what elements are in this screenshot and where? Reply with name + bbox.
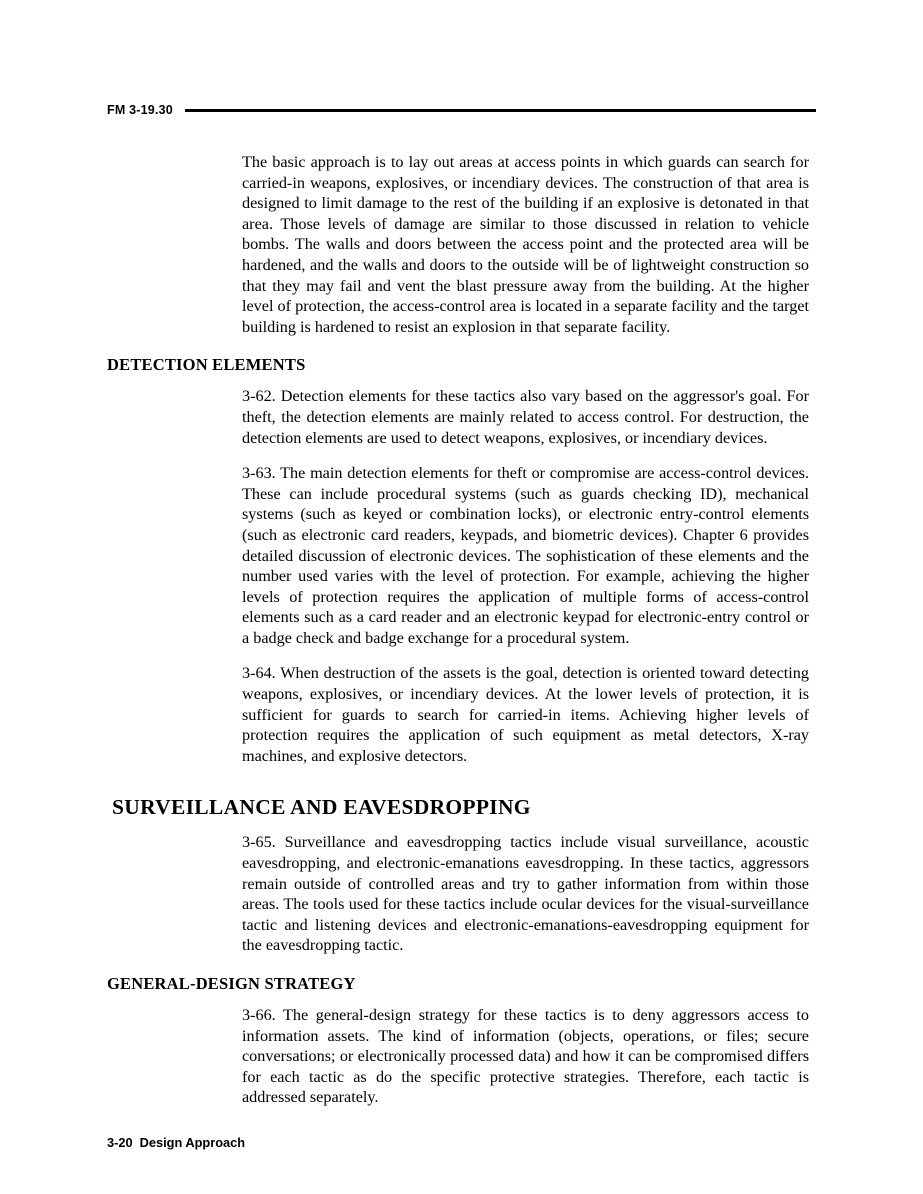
manual-id-label: FM 3-19.30 bbox=[107, 103, 173, 117]
page-footer bbox=[107, 1135, 245, 1150]
paragraph-3-62: 3-62. Detection elements for these tactics also vary based on the aggressor's goal. For theft, the detection elements are mainly related to access control. For destruction, the detection elements are used to detect weapons, explosives, or incendiary devices. bbox=[242, 387, 809, 447]
page-content bbox=[107, 152, 809, 1123]
paragraph-3-63: 3-63. The main detection elements for theft or compromise are access-control devices. These can include procedural systems (such as guards checking ID), mechanical systems (such as keyed or combination locks), or electronic entry-control elements (such as electronic card readers, keypads, and biometric devices). Chapter 6 provides detailed discussion of electronic devices. The sophistication of these elements and the number used varies with the level of protection. For example, achieving the higher levels of protection requires the application of multiple forms of access-control elements such as a card reader and an electronic keypad for electronic-entry control or a badge check and badge exchange for a procedural system. bbox=[242, 464, 809, 647]
paragraph-3-65: 3-65. Surveillance and eavesdropping tactics include visual surveillance, acoustic eavesdropping, and electronic-emanations eavesdropping. In these tactics, aggressors remain outside of controlled areas and try to gather information from within those areas. The tools used for these tactics include ocular devices for the visual-surveillance tactic and listening devices and electronic-emanations-eavesdropping equipment for the eavesdropping tactic. bbox=[242, 833, 809, 955]
intro-paragraph: The basic approach is to lay out areas at access points in which guards can search for carried-in weapons, explosives, or incendiary devices. The construction of that area is designed to limit damage to the rest of the building if an explosive is detonated in that area. Those levels of damage are similar to those discussed in relation to vehicle bombs. The walls and doors between the access point and the protected area will be hardened, and the walls and doors to the outside will be of lightweight construction so that they may fail and vent the blast pressure away from the building. At the higher level of protection, the access-control area is located in a separate facility and the target building is hardened to resist an explosion in that separate facility. bbox=[242, 153, 809, 336]
paragraph-3-66: 3-66. The general-design strategy for these tactics is to deny aggressors access to information assets. The kind of information (objects, operations, or files; secure conversations; or electronically processed data) and how it can be compromised differs for each tactic as do the specific protective strategies. Therefore, each tactic is addressed separately. bbox=[242, 1006, 809, 1107]
heading-surveillance-and-eavesdropping: SURVEILLANCE AND EAVESDROPPING bbox=[112, 795, 531, 820]
heading-detection-elements: DETECTION ELEMENTS bbox=[107, 355, 306, 375]
footer-page-number: 3-20 bbox=[107, 1135, 133, 1150]
heading-general-design-strategy: GENERAL-DESIGN STRATEGY bbox=[107, 974, 356, 993]
footer-chapter-title: Design Approach bbox=[139, 1135, 246, 1150]
page-header bbox=[107, 100, 816, 120]
header-rule bbox=[185, 109, 816, 112]
paragraph-3-64: 3-64. When destruction of the assets is the goal, detection is oriented toward detecting weapons, explosives, or incendiary devices. At the lower levels of protection, it is sufficient for guards to search for carried-in items. Achieving higher levels of protection requires the application of such equipment as metal detectors, X-ray machines, and explosive detectors. bbox=[242, 664, 809, 765]
